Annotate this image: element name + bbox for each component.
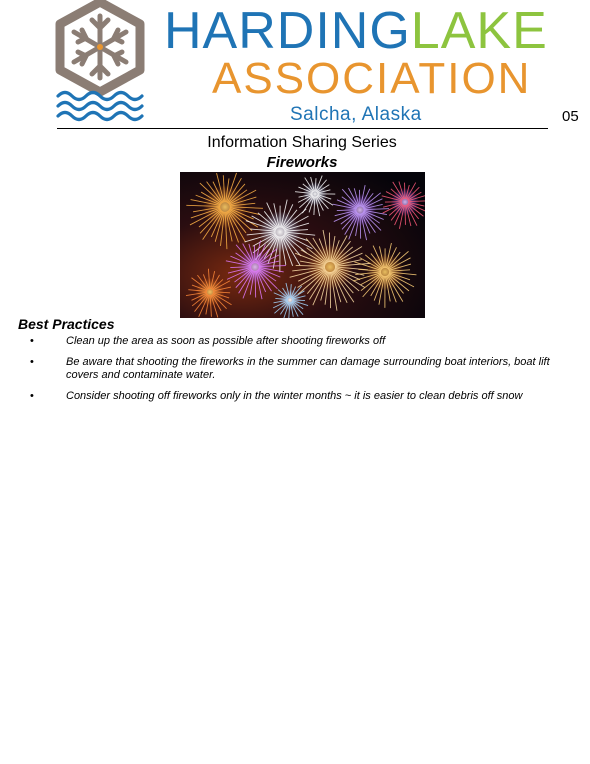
bullet-marker: • [30, 356, 34, 368]
brand-name-line-2: ASSOCIATION [212, 54, 532, 103]
list-item [0, 390, 590, 403]
header-divider [57, 128, 548, 129]
brand-word-harding: HARDING [164, 2, 411, 60]
list-item [0, 356, 590, 382]
list-item-text: Be aware that shooting the fireworks in the summer can damage surrounding boat interiors, boat lift covers and contaminate water. [66, 356, 550, 381]
best-practices-heading: Best Practices [18, 316, 115, 332]
brand-name-line-1 [164, 0, 548, 62]
page-number: 05 [562, 108, 579, 125]
bullet-marker: • [30, 390, 34, 402]
list-item [0, 335, 590, 348]
list-item-text: Consider shooting off fireworks only in the winter months ~ it is easier to clean debris off snow [66, 390, 523, 402]
series-title: Information Sharing Series [207, 134, 397, 151]
brand-location: Salcha, Alaska [290, 104, 422, 125]
brand-word-lake: LAKE [410, 2, 548, 60]
fireworks-photo [180, 172, 425, 318]
bullet-marker: • [30, 335, 34, 347]
document-title: Fireworks [266, 154, 338, 171]
list-item-text: Clean up the area as soon as possible after shooting fireworks off [66, 335, 386, 347]
best-practices-list [0, 335, 590, 411]
harding-lake-logo-icon [52, 0, 148, 126]
